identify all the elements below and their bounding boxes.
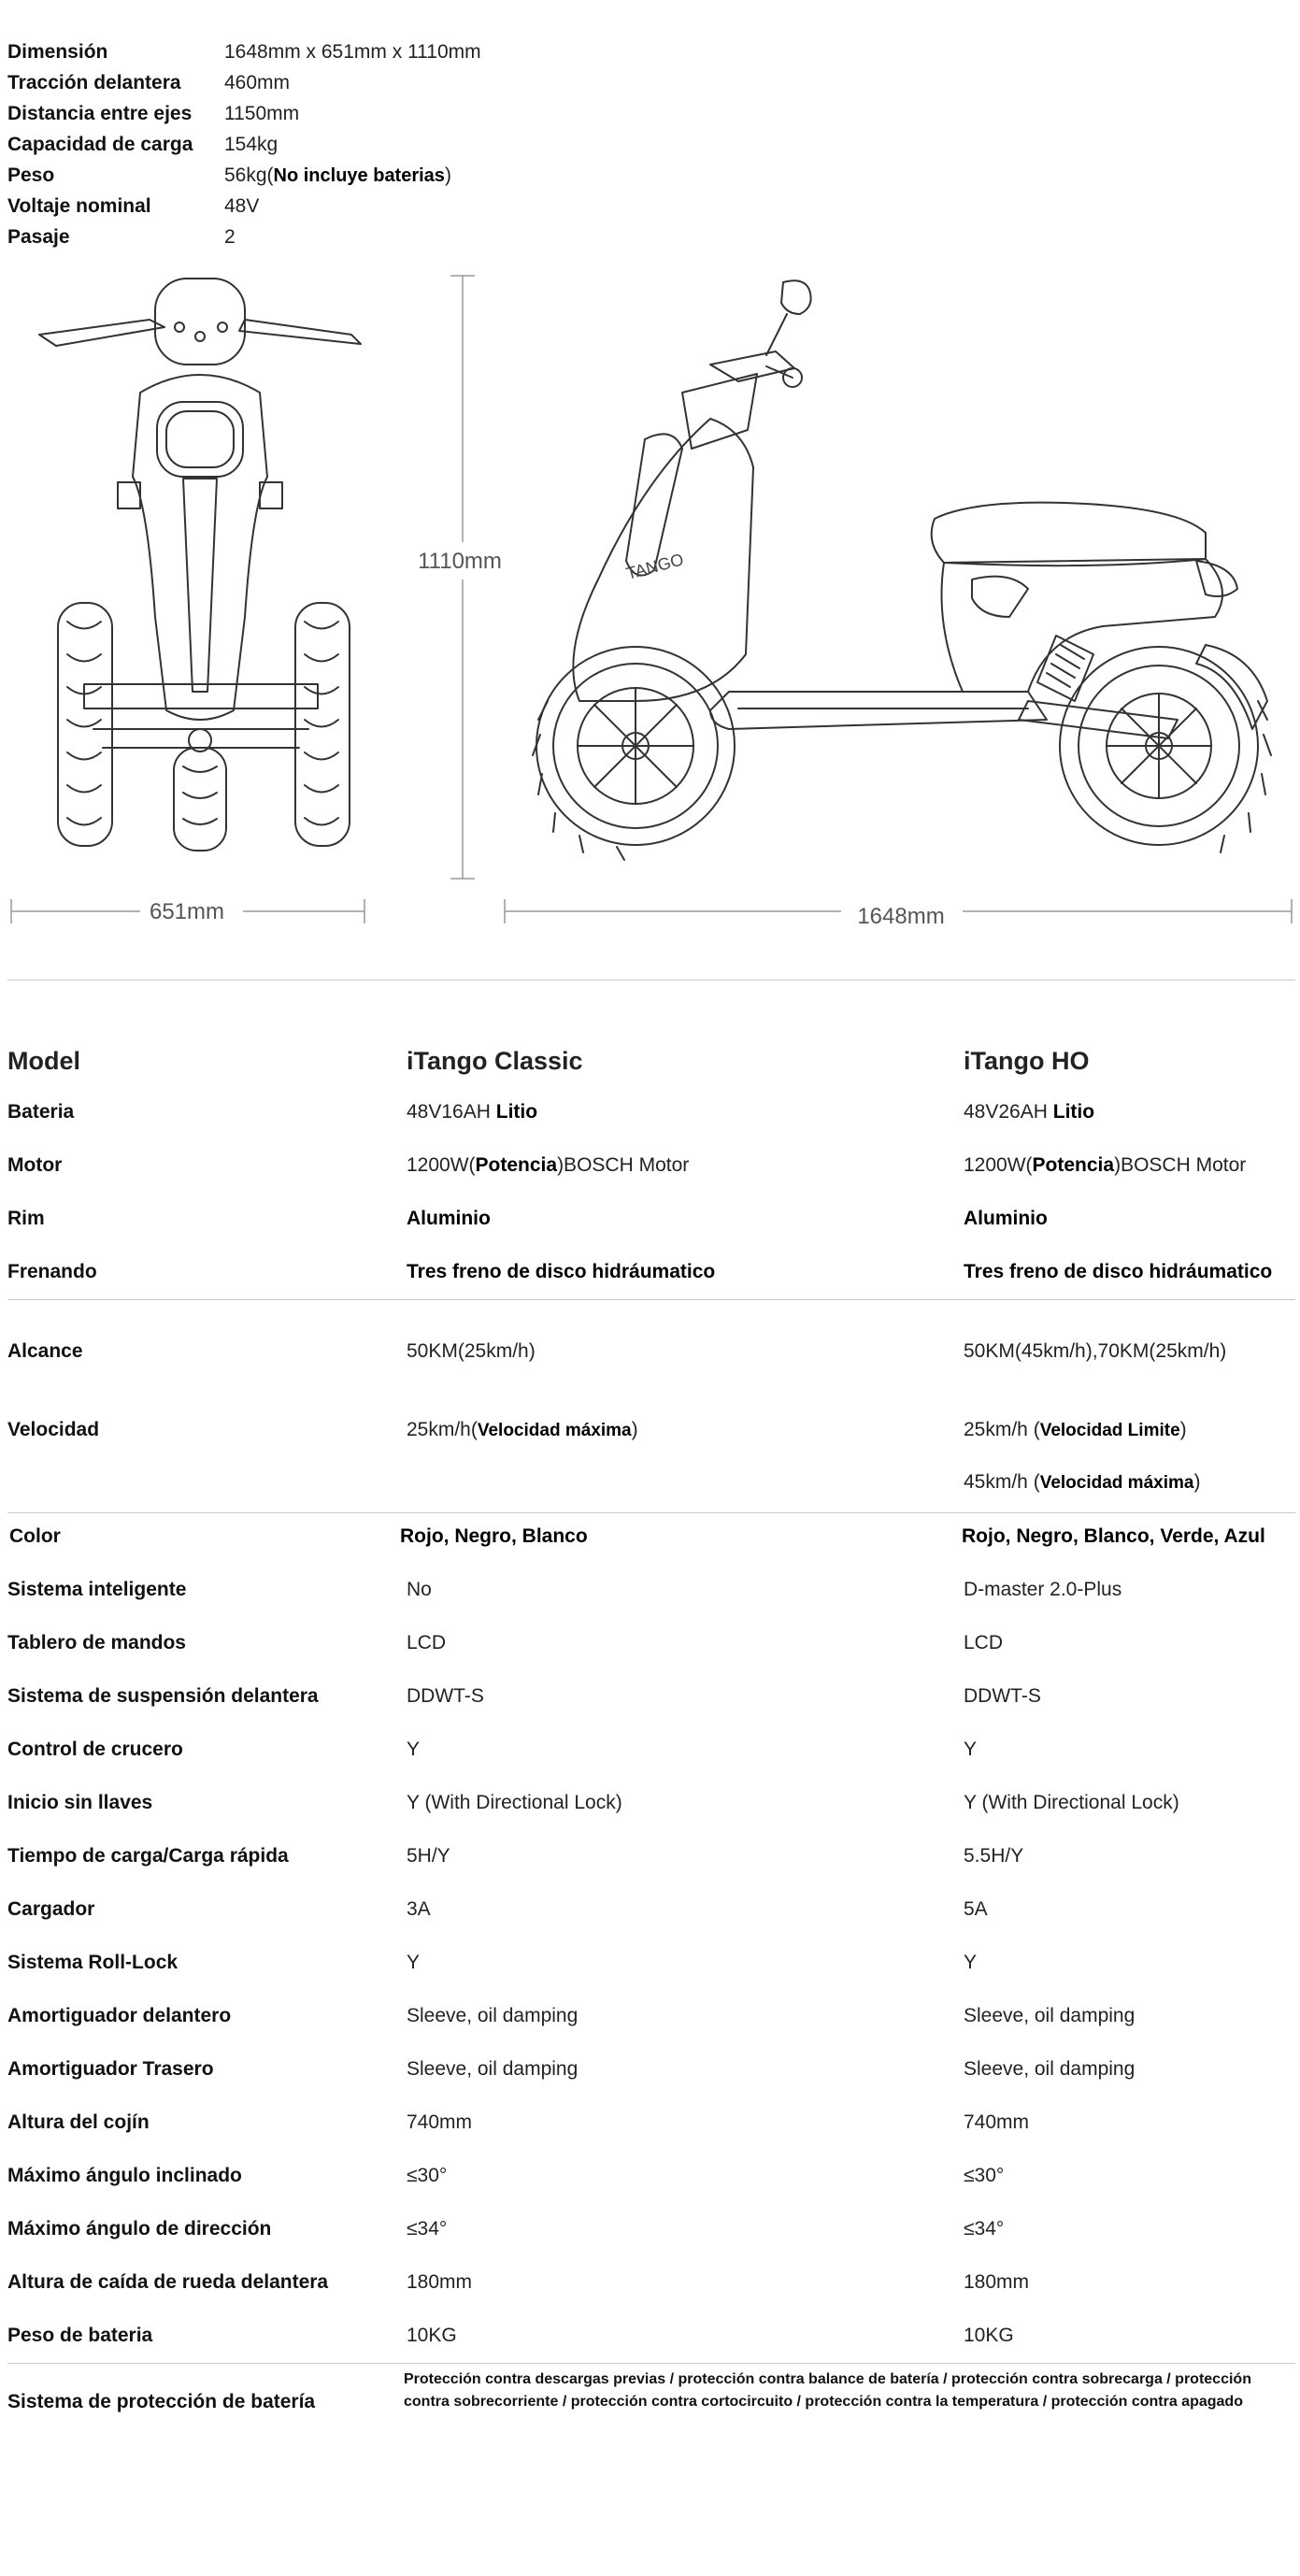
row-label: Tablero de mandos	[7, 1632, 186, 1653]
row-label: Rim	[7, 1208, 45, 1229]
row-label: Sistema de suspensión delantera	[7, 1685, 319, 1707]
spec-label: Pasaje	[7, 226, 70, 248]
row-label: Cargador	[7, 1898, 95, 1920]
classic-value: 740mm	[407, 2111, 473, 2133]
ho-value: 1200W(Potencia)BOSCH Motor	[964, 1154, 1247, 1176]
classic-value: 10KG	[407, 2325, 457, 2346]
ho-value: Y	[964, 1739, 978, 1760]
divider	[7, 1512, 1295, 1513]
row-label: Altura del cojín	[7, 2111, 150, 2133]
ho-value: LCD	[964, 1632, 1004, 1653]
classic-value: Tres freno de disco hidráumatico	[407, 1261, 716, 1282]
spec-value: 56kg(No incluye baterias)	[224, 165, 451, 186]
spec-label: Tracción delantera	[7, 72, 181, 93]
row-label: Alcance	[7, 1340, 83, 1362]
classic-value: Y (With Directional Lock)	[407, 1792, 622, 1813]
classic-value: ≤30°	[407, 2165, 448, 2186]
side-view	[533, 280, 1271, 860]
spec-value: 1648mm x 651mm x 1110mm	[224, 41, 481, 63]
ho-value: Y (With Directional Lock)	[964, 1792, 1179, 1813]
spec-value: 2	[224, 226, 236, 248]
row-label: Amortiguador Trasero	[7, 2058, 214, 2080]
protection-line: contra sobrecorriente / protección contra cortocircuito / protección contra la temperatura / protección contra apagado	[404, 2394, 1243, 2410]
row-label: Máximo ángulo de dirección	[7, 2218, 272, 2240]
ho-value: DDWT-S	[964, 1685, 1041, 1707]
classic-value: 180mm	[407, 2271, 473, 2293]
ho-value: Tres freno de disco hidráumatico	[964, 1261, 1273, 1282]
row-label: Altura de caída de rueda delantera	[7, 2271, 329, 2293]
brand-mark: TANGO	[623, 550, 686, 583]
spec-label: Dimensión	[7, 41, 108, 63]
classic-value: 3A	[407, 1898, 431, 1920]
row-label: Motor	[7, 1154, 63, 1176]
classic-value: 25km/h(Velocidad máxima)	[407, 1419, 638, 1440]
row-label: Velocidad	[7, 1419, 100, 1440]
spec-value: 48V	[224, 195, 260, 217]
ho-value: Rojo, Negro, Blanco, Verde, Azul	[962, 1525, 1265, 1547]
spec-label: Capacidad de carga	[7, 134, 193, 155]
row-label: Máximo ángulo inclinado	[7, 2165, 242, 2186]
front-view	[39, 279, 361, 851]
spec-label: Peso	[7, 165, 55, 186]
row-label: Bateria	[7, 1101, 75, 1123]
ho-value: 5A	[964, 1898, 988, 1920]
classic-value: DDWT-S	[407, 1685, 484, 1707]
row-label: Tiempo de carga/Carga rápida	[7, 1845, 289, 1867]
row-label: Frenando	[7, 1261, 97, 1282]
spec-label: Distancia entre ejes	[7, 103, 193, 124]
width-dimension-label: 651mm	[149, 899, 225, 924]
classic-value: Y	[407, 1739, 421, 1760]
ho-value: Y	[964, 1952, 978, 1973]
ho-value: 740mm	[964, 2111, 1030, 2133]
classic-value: ≤34°	[407, 2218, 448, 2240]
spec-label: Voltaje nominal	[7, 195, 151, 217]
ho-value: 45km/h (Velocidad máxima)	[964, 1471, 1201, 1493]
classic-value: Sleeve, oil damping	[407, 2005, 579, 2026]
ho-value: 25km/h (Velocidad Limite)	[964, 1419, 1187, 1440]
row-label: Control de crucero	[7, 1739, 183, 1760]
row-label: Inicio sin llaves	[7, 1792, 153, 1813]
classic-value: LCD	[407, 1632, 447, 1653]
ho-value: 180mm	[964, 2271, 1030, 2293]
height-dimension-label: 1110mm	[418, 549, 502, 574]
ho-value: 5.5H/Y	[964, 1845, 1024, 1867]
row-label: Color	[9, 1525, 61, 1547]
classic-value: Aluminio	[407, 1208, 491, 1229]
classic-value: 1200W(Potencia)BOSCH Motor	[407, 1154, 690, 1176]
ho-value: Sleeve, oil damping	[964, 2058, 1136, 2080]
ho-value: Sleeve, oil damping	[964, 2005, 1136, 2026]
row-label: Sistema inteligente	[7, 1579, 187, 1600]
classic-value: Y	[407, 1952, 421, 1973]
ho-value: 50KM(45km/h),70KM(25km/h)	[964, 1340, 1227, 1362]
row-label: Peso de bateria	[7, 2325, 153, 2346]
header-model: Model	[7, 1047, 80, 1075]
ho-value: ≤30°	[964, 2165, 1005, 2186]
spec-value: 1150mm	[224, 103, 300, 124]
classic-value: No	[407, 1579, 432, 1600]
classic-value: Rojo, Negro, Blanco	[400, 1525, 588, 1547]
ho-value: 48V26AH Litio	[964, 1101, 1095, 1123]
ho-value: ≤34°	[964, 2218, 1005, 2240]
divider	[7, 1299, 1295, 1300]
row-label: Sistema Roll-Lock	[7, 1952, 179, 1973]
scooter-dimension-drawing	[0, 262, 1300, 935]
divider	[7, 2363, 1295, 2364]
ho-value: 10KG	[964, 2325, 1014, 2346]
header-classic: iTango Classic	[407, 1047, 583, 1075]
protection-description	[404, 2368, 1292, 2413]
classic-value: 5H/Y	[407, 1845, 450, 1867]
spec-value: 460mm	[224, 72, 291, 93]
header-ho: iTango HO	[964, 1047, 1090, 1075]
ho-value: D-master 2.0-Plus	[964, 1579, 1122, 1600]
ho-value: Aluminio	[964, 1208, 1048, 1229]
classic-value: 50KM(25km/h)	[407, 1340, 536, 1362]
length-dimension-label: 1648mm	[857, 904, 945, 929]
classic-value: Sleeve, oil damping	[407, 2058, 579, 2080]
row-label: Amortiguador delantero	[7, 2005, 232, 2026]
classic-value: 48V16AH Litio	[407, 1101, 538, 1123]
protection-line: Protección contra descargas previas / protección contra balance de batería / protección contra sobrecarga / protección	[404, 2371, 1251, 2387]
row-label: Sistema de protección de batería	[7, 2391, 316, 2412]
spec-value: 154kg	[224, 134, 279, 155]
